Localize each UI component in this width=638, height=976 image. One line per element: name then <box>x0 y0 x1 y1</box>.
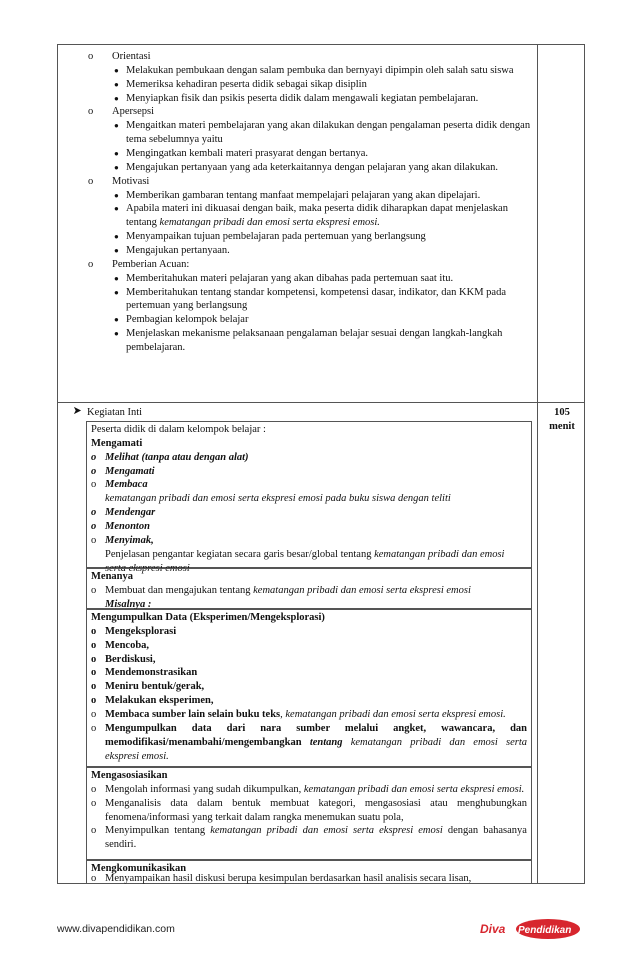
list-item: o Mengamati <box>91 465 527 479</box>
list-item: o Menyampaikan hasil diskusi berupa kesimpulan berdasarkan hasil analisis secara lisan, <box>91 872 545 886</box>
intro-text: Peserta didik di dalam kelompok belajar : <box>91 424 266 435</box>
list-item: o Mendengar <box>91 506 527 520</box>
menanya-box <box>86 568 532 609</box>
mengumpulkan-box <box>86 609 532 767</box>
apersepsi-heading: o Apersepsi <box>88 105 533 119</box>
kegiatan-inti-heading: Kegiatan Inti <box>73 406 142 420</box>
arrow-bullet-icon <box>73 406 87 420</box>
list-item: o Melakukan eksperimen, <box>91 694 527 708</box>
list-item: ● Melakukan pembukaan dengan salam pembuka dan bernyayi dipimpin oleh salah satu siswa <box>88 64 533 78</box>
list-item: ● Memberitahukan tentang standar kompetensi, kompetensi dasar, indikator, dan KKM pada pertemuan yang berlangsung <box>88 286 533 314</box>
motivasi-heading: o Motivasi <box>88 175 533 189</box>
list-item: o Mengumpulkan data dari nara sumber melalui angket, wawancara, dan memodifikasi/menambahi/mengembangkan tentang kematangan pribadi dan emosi serta ekspresi emosi. <box>91 722 527 764</box>
list-item: ● Apabila materi ini dikuasai dengan baik, maka peserta didik diharapkan dapat menjelaskan tentang kematangan pribadi dan emosi serta ekspresi emosi. <box>88 202 533 230</box>
diva-pendidikan-logo <box>478 917 580 941</box>
list-item: o Menyimak, Penjelasan pengantar kegiatan secara garis besar/global tentang kematangan pribadi dan emosi serta ekspresi emosi <box>91 534 527 576</box>
section-title: Mengumpulkan Data (Eksperimen/Mengeksplorasi) <box>91 612 325 623</box>
list-item: ● Menjelaskan mekanisme pelaksanaan pengalaman belajar sesuai dengan langkah-langkah pembelajaran. <box>88 327 533 355</box>
section-title: Menanya <box>91 571 133 582</box>
section-title: Mengamati <box>91 437 143 449</box>
svg-text:Pendidikan: Pendidikan <box>518 925 572 936</box>
list-item: ● Menyiapkan fisik dan psikis peserta didik dalam mengawali kegiatan pembelajaran. <box>88 92 533 106</box>
time-allocation <box>540 406 584 434</box>
svg-text:Diva: Diva <box>480 922 506 936</box>
list-item: o Membuat dan mengajukan tentang kematangan pribadi dan emosi serta ekspresi emosi Misalnya : <box>91 584 527 612</box>
footer-url[interactable]: www.divapendidikan.com <box>57 923 175 935</box>
list-item: ● Pembagian kelompok belajar <box>88 313 533 327</box>
table-row-divider <box>57 402 585 403</box>
list-item: o Melihat (tanpa atau dengan alat) <box>91 451 527 465</box>
list-item: o Menganalisis data dalam bentuk membuat kategori, mengasosiasi atau menghubungkan fenomena/informasi yang terkait dalam rangka menemukan suatu pola, <box>91 797 527 825</box>
section-title: Mengkomunikasikan <box>91 863 187 874</box>
list-item: o Menyimpulkan tentang kematangan pribadi dan emosi serta ekspresi emosi dengan bahasanya sendiri. <box>91 824 527 852</box>
section-title: Mengasosiasikan <box>91 770 168 781</box>
list-item: ● Mengaitkan materi pembelajaran yang akan dilakukan dengan pengalaman peserta didik dengan tema sebelumnya yaitu <box>88 119 533 147</box>
list-item: o Membaca kematangan pribadi dan emosi serta ekspresi emosi pada buku siswa dengan teliti <box>91 478 527 506</box>
time-value: 105 <box>554 407 570 418</box>
pendahuluan-section <box>88 50 533 355</box>
list-item: ● Mengajukan pertanyaan yang ada keterkaitannya dengan pelajaran yang akan dilakukan. <box>88 161 533 175</box>
list-item: ● Menyampaikan tujuan pembelajaran pada pertemuan yang berlangsung <box>88 230 533 244</box>
list-item: o Membaca sumber lain selain buku teks, kematangan pribadi dan emosi serta ekspresi emosi. <box>91 708 527 722</box>
table-column-divider <box>537 44 538 884</box>
list-item: ● Memberikan gambaran tentang manfaat mempelajari pelajaran yang akan dipelajari. <box>88 189 533 203</box>
list-item: o Meniru bentuk/gerak, <box>91 680 527 694</box>
time-unit: menit <box>549 420 575 432</box>
list-item: o Mendemonstrasikan <box>91 666 527 680</box>
list-item: o Berdiskusi, <box>91 653 527 667</box>
list-item: ● Memeriksa kehadiran peserta didik sebagai sikap disiplin <box>88 78 533 92</box>
list-item: o Mencoba, <box>91 639 527 653</box>
mengamati-box <box>86 421 532 574</box>
list-item: o Menonton <box>91 520 527 534</box>
list-item: o Mengolah informasi yang sudah dikumpulkan, kematangan pribadi dan emosi serta ekspresi emosi. <box>91 783 527 797</box>
mengasosiasikan-box <box>86 767 532 860</box>
list-item: o Mengeksplorasi <box>91 625 527 639</box>
list-item: ● Memberitahukan materi pelajaran yang akan dibahas pada pertemuan saat itu. <box>88 272 533 286</box>
acuan-heading: o Pemberian Acuan: <box>88 258 533 272</box>
orientasi-heading: o Orientasi <box>88 50 533 64</box>
list-item: ● Mengajukan pertanyaan. <box>88 244 533 258</box>
list-item: ● Mengingatkan kembali materi prasyarat dengan bertanya. <box>88 147 533 161</box>
